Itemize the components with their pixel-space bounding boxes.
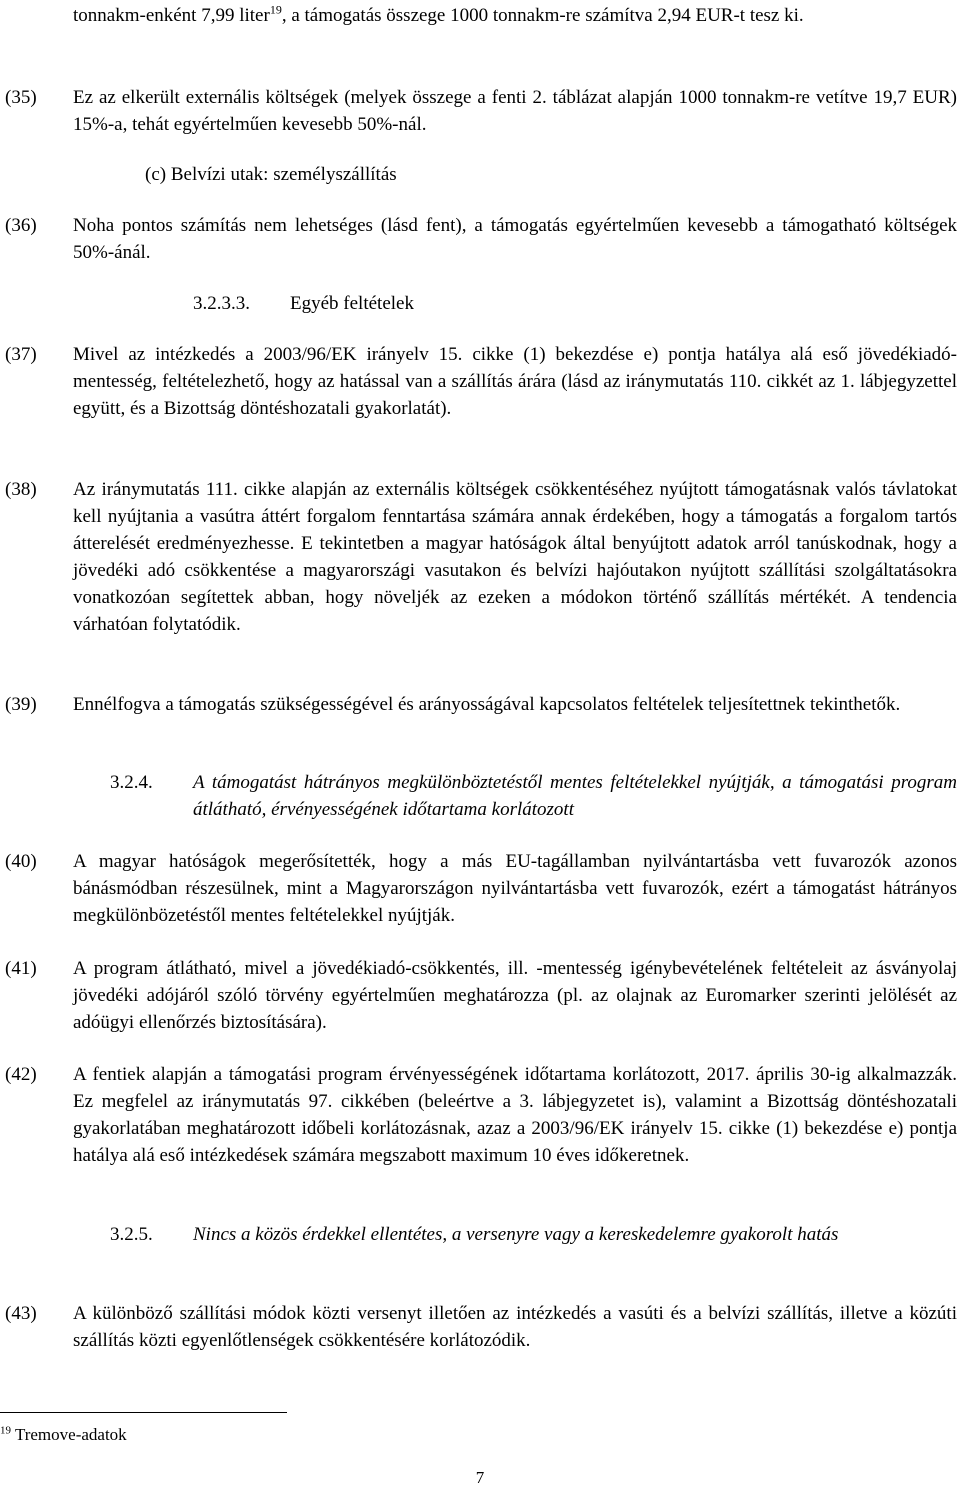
paragraph-text: A program átlátható, mivel a jövedékiadó-csökkentés, ill. -mentesség igénybevételének feltételeit az ásványolaj jövedéki adójáról szóló törvény egyértelműen meghatározza (pl. az olajnak az Euromarker szerinti jelölését az adóügyi ellenőrzés biztosítására). bbox=[73, 958, 957, 1033]
section-title: Egyéb feltételek bbox=[290, 293, 414, 314]
paragraph-39 bbox=[0, 691, 960, 718]
section-title: Nincs a közös érdekkel ellentétes, a versenyre vagy a kereskedelemre gyakorolt hatás bbox=[193, 1224, 839, 1245]
section-title: A támogatást hátrányos megkülönböztetéstől mentes feltételekkel nyújtják, a támogatási program átlátható, érvényességének időtartama korlátozott bbox=[193, 772, 957, 820]
paragraph-number: (39) bbox=[5, 694, 37, 715]
paragraph-36 bbox=[0, 212, 960, 266]
paragraph-text: Az iránymutatás 111. cikke alapján az externális költségek csökkentéséhez nyújtott támogatásnak valós távlatokat kell nyújtania a vasútra áttért forgalom fenntartása számára annak érdekében, hogy a támogatás a forgalom tartós átterelését eredményezhesse. E tekintetben a magyar hatóságok által benyújtott adatok arról tanúskodnak, hogy a jövedéki adó csökkentése a magyarországi vasutakon és belvízi hajóutakon nyújtott szállítási szolgáltatásokra vonatkozóan segítettek abban, hogy növeljék az ezeken a módokon történő szállítás mértékét. A tendencia várhatóan folytatódik. bbox=[73, 479, 957, 635]
paragraph-number: (37) bbox=[5, 344, 37, 365]
paragraph-text: Mivel az intézkedés a 2003/96/EK irányelv 15. cikke (1) bekezdése e) pontja hatálya alá eső jövedékiadó-mentesség, feltételezhető, hogy az hatással van a szállítás árára (lásd az iránymutatás 110. cikkét az 1. lábjegyzettel együtt, és a Bizottság döntéshozatali gyakorlatát). bbox=[73, 344, 957, 419]
paragraph-text: A magyar hatóságok megerősítették, hogy a más EU-tagállamban nyilvántartásba vett fuvarozók azonos bánásmódban részesülnek, mint a Magyarországon nyilvántartásba vett fuvarozók, ezért a támogatást hátrányos megkülönbözetéstől mentes feltételekkel nyújtják. bbox=[73, 851, 957, 926]
paragraph-number: (41) bbox=[5, 958, 37, 979]
paragraph-41 bbox=[0, 955, 960, 1036]
paragraph-40 bbox=[0, 848, 960, 929]
footnote bbox=[0, 1424, 127, 1446]
paragraph-number: (36) bbox=[5, 215, 37, 236]
paragraph-number: (43) bbox=[5, 1303, 37, 1324]
paragraph-37 bbox=[0, 341, 960, 422]
paragraph-text: Ez az elkerült externális költségek (melyek összege a fenti 2. táblázat alapján 1000 tonnakm-re vetítve 19,7 EUR) 15%-a, tehát egyértelműen kevesebb 50%-nál. bbox=[73, 87, 957, 135]
paragraph-42 bbox=[0, 1061, 960, 1169]
paragraph-38 bbox=[0, 476, 960, 638]
paragraph-number: (42) bbox=[5, 1064, 37, 1085]
intro-text-b: , a támogatás összege 1000 tonnakm-re számítva 2,94 EUR-t tesz ki. bbox=[281, 5, 804, 26]
subheading-c: (c) Belvízi utak: személyszállítás bbox=[145, 164, 397, 185]
paragraph-number: (35) bbox=[5, 87, 37, 108]
section-number: 3.2.5. bbox=[110, 1224, 153, 1245]
paragraph-text: A fentiek alapján a támogatási program érvényességének időtartama korlátozott, 2017. április 30-ig alkalmazzák. Ez megfelel az iránymutatás 97. cikkében (beleértve a 3. lábjegyzetet is), valamint a Bizottság döntéshozatali gyakorlatában meghatározott időbeli korlátozásnak, azaz a 2003/96/EK irányelv 15. cikke (1) bekezdése e) pontja hatálya alá eső intézkedések számára megszabott maximum 10 éves időkeretnek. bbox=[73, 1064, 957, 1166]
footnote-text: Tremove-adatok bbox=[11, 1425, 127, 1444]
footnote-marker: 19 bbox=[0, 1424, 11, 1437]
paragraph-text: Noha pontos számítás nem lehetséges (lásd fent), a támogatás egyértelműen kevesebb a támogatható költségek 50%-ánál. bbox=[73, 215, 957, 263]
page-number: 7 bbox=[475, 1468, 485, 1487]
footnote-separator bbox=[0, 1412, 287, 1413]
paragraph-number: (38) bbox=[5, 479, 37, 500]
paragraph-text: A különböző szállítási módok közti versenyt illetően az intézkedés a vasúti és a belvízi szállítás, illetve a közúti szállítás közti egyenlőtlenségek csökkentésére korlátozódik. bbox=[73, 1303, 957, 1351]
footnote-ref[interactable]: 19 bbox=[269, 2, 282, 17]
section-number: 3.2.3.3. bbox=[193, 293, 250, 314]
paragraph-43 bbox=[0, 1300, 960, 1354]
paragraph-35 bbox=[0, 84, 960, 138]
paragraph-number: (40) bbox=[5, 851, 37, 872]
intro-text-a: tonnakm-enként 7,99 liter bbox=[73, 5, 270, 26]
section-number: 3.2.4. bbox=[110, 772, 153, 793]
paragraph-text: Ennélfogva a támogatás szükségességével és arányosságával kapcsolatos feltételek teljesítettnek tekinthetők. bbox=[73, 694, 901, 715]
